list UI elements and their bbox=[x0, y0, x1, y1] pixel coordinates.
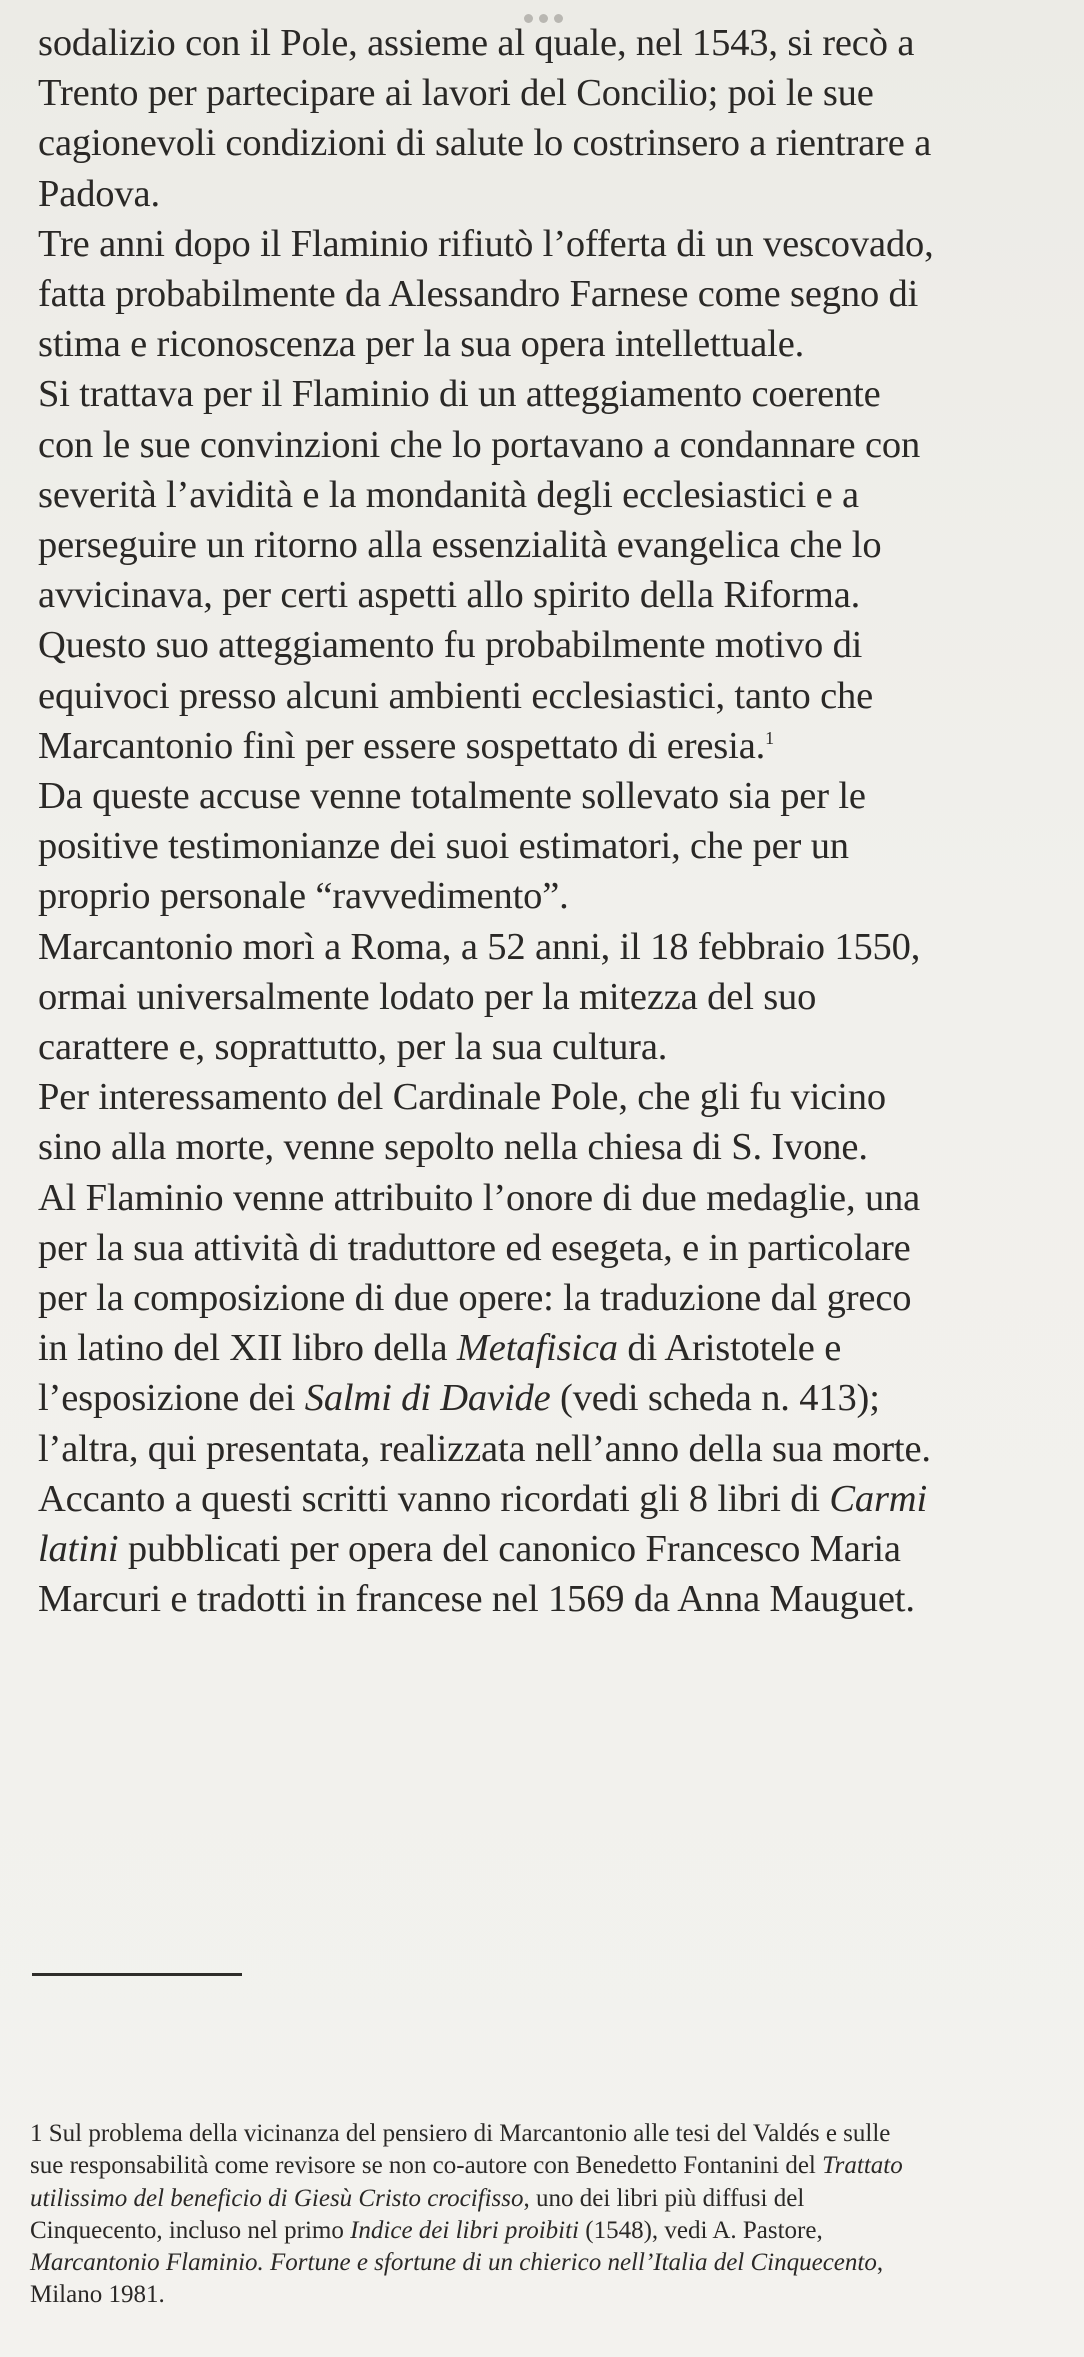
text-segment: Accanto a questi scritti vanno ricordati gli 8 libri di bbox=[38, 1477, 830, 1520]
text-line: severità l’avidità e la mondanità degli ecclesiastici e a bbox=[38, 473, 859, 516]
footnote-line bbox=[30, 2150, 1060, 2182]
book-title-italic: Carmi bbox=[829, 1477, 928, 1520]
text-line bbox=[38, 1524, 1058, 1574]
book-title-italic: Metafisica bbox=[456, 1327, 618, 1370]
text-line: Al Flaminio venne attribuito l’onore di due medaglie, una bbox=[38, 1176, 921, 1219]
text-line: perseguire un ritorno alla essenzialità evangelica che lo bbox=[38, 524, 882, 567]
text-line: positive testimonianze dei suoi estimatori, che per un bbox=[38, 825, 849, 868]
body-text bbox=[38, 18, 1058, 1625]
text-line: per la composizione di due opere: la traduzione dal greco bbox=[38, 1277, 912, 1320]
text-line: proprio personale “ravvedimento”. bbox=[38, 875, 569, 918]
text-line: per la sua attività di traduttore ed esegeta, e in particolare bbox=[38, 1226, 911, 1269]
footnote-line: 1 Sul problema della vicinanza del pensiero di Marcantonio alle tesi del Valdés e sulle bbox=[30, 2120, 891, 2147]
text-line bbox=[38, 1373, 1058, 1423]
book-title-italic: Marcantonio Flaminio. Fortune e sfortune di un chierico nell’Italia del Cinquecento bbox=[30, 2249, 877, 2277]
text-line: con le sue convinzioni che lo portavano a condannare con bbox=[38, 423, 921, 466]
text-line: avvicinava, per certi aspetti allo spirito della Riforma. bbox=[38, 574, 861, 617]
text-segment: , uno dei libri più diffusi del bbox=[523, 2184, 805, 2212]
text-line: ormai universalmente lodato per la mitezza del suo bbox=[38, 975, 817, 1018]
text-line bbox=[38, 1323, 1058, 1373]
book-title-italic: Indice dei libri proibiti bbox=[350, 2216, 579, 2244]
footnote-line bbox=[30, 2183, 1060, 2215]
text-line: Questo suo atteggiamento fu probabilmente motivo di bbox=[38, 624, 863, 667]
text-line: sino alla morte, venne sepolto nella chiesa di S. Ivone. bbox=[38, 1126, 868, 1169]
footnote-divider bbox=[32, 1973, 242, 1976]
text-line: cagionevoli condizioni di salute lo costrinsero a rientrare a bbox=[38, 122, 932, 165]
text-line bbox=[38, 721, 1058, 771]
text-segment: sue responsabilità come revisore se non co-autore con Benedetto Fontanini del bbox=[30, 2152, 823, 2180]
text-line: equivoci presso alcuni ambienti ecclesiastici, tanto che bbox=[38, 674, 874, 717]
text-segment: l’esposizione dei bbox=[38, 1377, 305, 1420]
footnotes bbox=[30, 2118, 1060, 2312]
text-line: Per interessamento del Cardinale Pole, che gli fu vicino bbox=[38, 1076, 886, 1119]
text-segment: in latino del XII libro della bbox=[38, 1327, 457, 1370]
book-title-italic: Trattato bbox=[822, 2152, 903, 2180]
text-line: Si trattava per il Flaminio di un atteggiamento coerente bbox=[38, 373, 881, 416]
book-title-italic: Salmi di Davide bbox=[304, 1377, 551, 1420]
text-segment: pubblicati per opera del canonico Francesco Maria bbox=[118, 1528, 901, 1571]
text-line: Marcuri e tradotti in francese nel 1569 da Anna Mauguet. bbox=[38, 1578, 915, 1621]
text-line: carattere e, soprattutto, per la sua cultura. bbox=[38, 1026, 668, 1069]
text-line: Trento per partecipare ai lavori del Concilio; poi le sue bbox=[38, 72, 874, 115]
text-segment: (vedi scheda n. 413); bbox=[550, 1377, 880, 1420]
text-line: sodalizio con il Pole, assieme al quale, nel 1543, si recò a bbox=[38, 22, 915, 64]
book-title-italic: latini bbox=[38, 1528, 119, 1571]
text-line: stima e riconoscenza per la sua opera intellettuale. bbox=[38, 323, 805, 366]
text-segment: Marcantonio finì per essere sospettato di eresia. bbox=[38, 724, 766, 767]
footnote-marker: 1 bbox=[765, 727, 774, 748]
text-segment: (1548), vedi A. Pastore, bbox=[579, 2216, 823, 2244]
text-segment: di Aristotele e bbox=[617, 1327, 842, 1370]
footnote-line: Milano 1981. bbox=[30, 2281, 165, 2309]
text-line: Padova. bbox=[38, 172, 160, 215]
text-line: Tre anni dopo il Flaminio rifiutò l’offerta di un vescovado, bbox=[38, 222, 934, 265]
text-line: l’altra, qui presentata, realizzata nell’anno della sua morte. bbox=[38, 1427, 931, 1470]
book-title-italic: utilissimo del beneficio di Giesù Cristo crocifisso bbox=[30, 2184, 524, 2212]
text-segment: Cinquecento, incluso nel primo bbox=[30, 2216, 351, 2244]
text-line: Marcantonio morì a Roma, a 52 anni, il 18 febbraio 1550, bbox=[38, 925, 921, 968]
text-line bbox=[38, 1474, 1058, 1524]
text-segment: , bbox=[876, 2249, 884, 2277]
footnote-line bbox=[30, 2247, 1060, 2279]
text-line: Da queste accuse venne totalmente sollevato sia per le bbox=[38, 775, 866, 818]
footnote-line bbox=[30, 2215, 1060, 2247]
text-line: fatta probabilmente da Alessandro Farnese come segno di bbox=[38, 273, 919, 316]
